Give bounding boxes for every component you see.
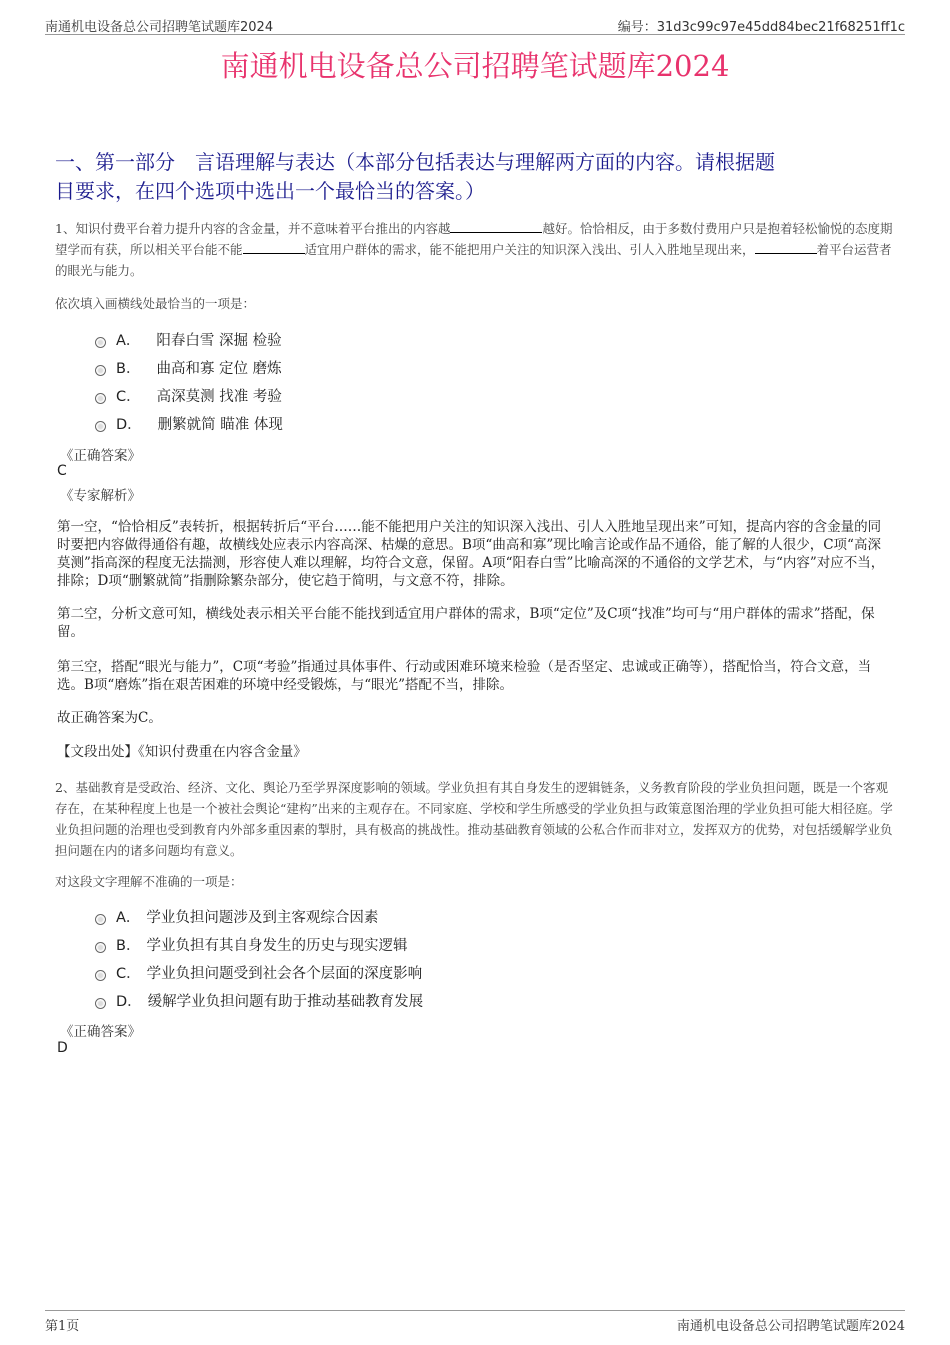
header-doc-title: 南通机电设备总公司招聘笔试题库2024 xyxy=(45,20,274,35)
fill-blank-2 xyxy=(243,241,305,254)
answer-value: C xyxy=(57,463,67,479)
radio-icon[interactable] xyxy=(95,942,106,953)
radio-icon[interactable] xyxy=(95,337,106,348)
footer-doc-title: 南通机电设备总公司招聘笔试题库2024 xyxy=(676,1319,905,1334)
radio-icon[interactable] xyxy=(95,970,106,981)
q1-text-d: 适宜用户群体的需求，能不能把用户关注的知识深入浅出、引人入胜地呈现出来， xyxy=(304,242,755,257)
source-citation: 【文段出处】《知识付费重在内容含金量》 xyxy=(57,744,307,760)
fill-blank-1 xyxy=(450,220,542,233)
question-1-text xyxy=(55,218,895,281)
answer-label: 《正确答案》 xyxy=(60,448,141,464)
header-doc-id: 编号：31d3c99c97e45dd84bec21f68251ff1c xyxy=(617,20,905,35)
option-a[interactable]: A． 学业负担问题涉及到主客观综合因素 xyxy=(95,902,423,930)
page-number: 第1页 xyxy=(45,1319,80,1334)
analysis-paragraph: 第一空，“恰恰相反”表转折，根据转折后“平台……能不能把用户关注的知识深入浅出、引人入胜地呈现出来”可知，提高内容的含金量的同时要把内容做得通俗有趣，故横线处应表示内容高深、枯燥的意思。B项“曲高和寡”现比喻言论或作品不通俗，能了解的人很少，C项“高深莫测”指高深的程度无法揣测，形容使人难以理解，均符合文意，保留。A项“阳春白雪”比喻高深的不通俗的文学艺术，与“内容”对应不当，排除；D项“删繁就简”指删除繁杂部分，使它趋于简明，与文意不符，排除。 xyxy=(57,519,885,589)
analysis-paragraph: 第三空，搭配“眼光与能力”，C项“考验”指通过具体事件、行动或困难环境来检验（是否坚定、忠诚或正确等），搭配恰当，符合文意，当选。B项“磨炼”指在艰苦困难的环境中经受锻炼，与“眼光”搭配不当，排除。 xyxy=(57,659,872,693)
option-c[interactable]: C． 学业负担问题受到社会各个层面的深度影响 xyxy=(95,958,423,986)
section-heading xyxy=(55,148,895,206)
option-d[interactable]: D． 删繁就简 瞄准 体现 xyxy=(95,409,283,437)
analysis-conclusion: 故正确答案为C。 xyxy=(57,710,162,726)
q1-text-b: 越好。恰恰相反，由于多数付费用户只是抱着轻松愉 xyxy=(542,221,830,236)
analysis-label: 《专家解析》 xyxy=(60,488,141,504)
question-2-prompt: 对这段文字理解不准确的一项是： xyxy=(55,874,243,889)
answer-value: D xyxy=(57,1040,68,1056)
option-b[interactable]: B． 学业负担有其自身发生的历史与现实逻辑 xyxy=(95,930,423,958)
question-1-prompt: 依次填入画横线处最恰当的一项是： xyxy=(55,296,256,311)
option-d[interactable]: D． 缓解学业负担问题有助于推动基础教育发展 xyxy=(95,986,423,1014)
q1-text-c: 悦的态度期望学而有获，所以相关平台能不能 xyxy=(55,221,893,257)
answer-label: 《正确答案》 xyxy=(60,1024,141,1040)
q1-text-e: 着平台运营者的眼光与能力。 xyxy=(55,242,892,278)
question-2-options xyxy=(95,902,423,1014)
radio-icon[interactable] xyxy=(95,998,106,1009)
section-heading-line1: 一、第一部分 言语理解与表达（本部分包括表达与理解两方面的内容。请根据题 xyxy=(55,150,775,174)
page-title: 南通机电设备总公司招聘笔试题库2024 xyxy=(220,49,730,83)
radio-icon[interactable] xyxy=(95,914,106,925)
option-b[interactable]: B． 曲高和寡 定位 磨炼 xyxy=(95,353,283,381)
section-heading-line2: 目要求，在四个选项中选出一个最恰当的答案。） xyxy=(55,179,485,203)
question-2-text: 2、基础教育是受政治、经济、文化、舆论乃至学界深度影响的领域。学业负担有其自身发生的逻辑链条，义务教育阶段的学业负担问题，既是一个客观存在，在某种程度上也是一个被社会舆论“建构”出来的主观存在。不同家庭、学校和学生所感受的学业负担与政策意图治理的学业负担可能大相径庭。学业负担问题的治理也受到教育内外部多重因素的掣肘，具有极高的挑战性。推动基础教育领域的公私合作而非对立，发挥双方的优势，对包括缓解学业负担问题在内的诸多问题均有意义。 xyxy=(55,780,893,858)
q1-text-a: 1、知识付费平台着力提升内容的含金量，并不意味着平台推出的内容越 xyxy=(55,221,451,236)
option-c[interactable]: C． 高深莫测 找准 考验 xyxy=(95,381,283,409)
radio-icon[interactable] xyxy=(95,421,106,432)
analysis-paragraph: 第二空，分析文意可知，横线处表示相关平台能不能找到适宜用户群体的需求，B项“定位”及C项“找准”均可与“用户群体的需求”搭配，保留。 xyxy=(57,606,875,640)
fill-blank-3 xyxy=(755,241,817,254)
page-header xyxy=(45,14,905,35)
option-a[interactable]: A． 阳春白雪 深掘 检验 xyxy=(95,325,283,353)
radio-icon[interactable] xyxy=(95,365,106,376)
radio-icon[interactable] xyxy=(95,393,106,404)
page-footer xyxy=(45,1310,905,1333)
question-1-options xyxy=(95,325,283,437)
